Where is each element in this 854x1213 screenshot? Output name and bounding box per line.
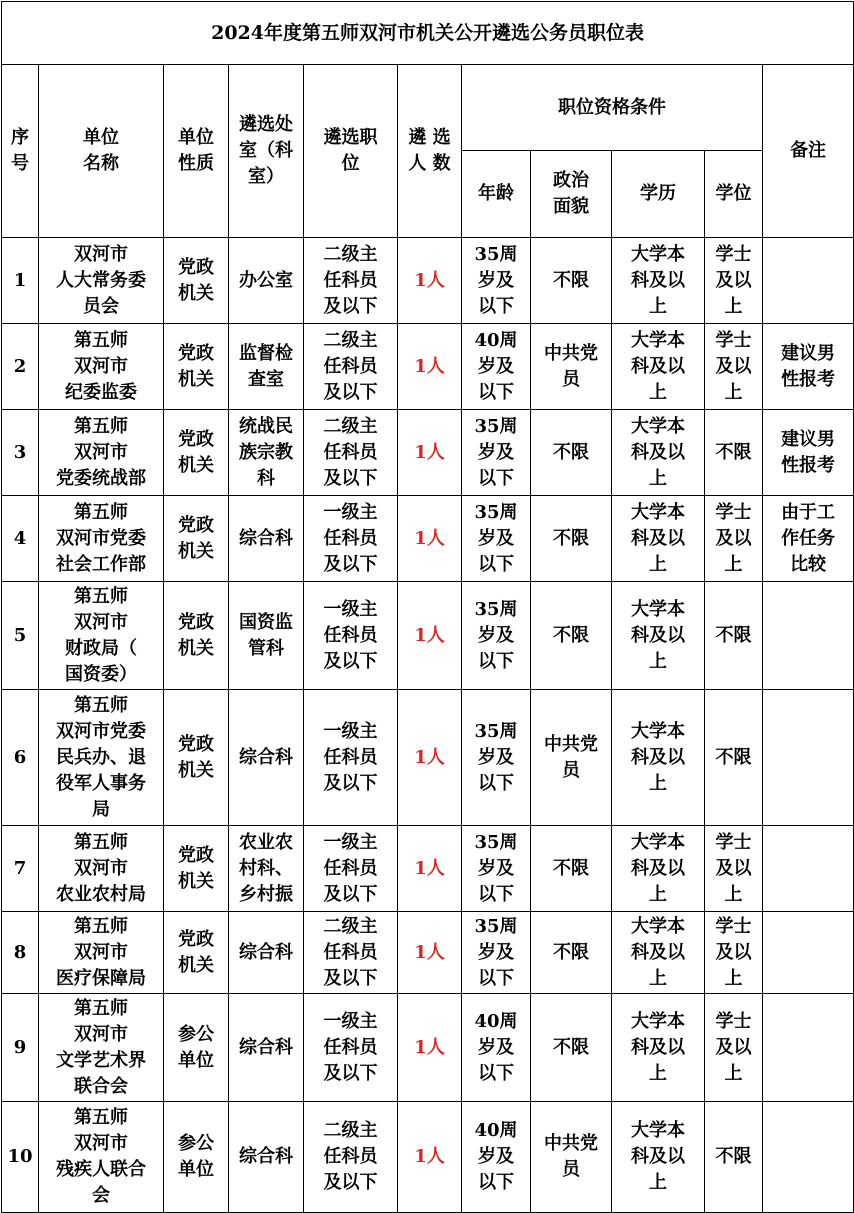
cell-dept: 综合科 xyxy=(229,994,304,1102)
cell-education: 大学本 科及以 上 xyxy=(612,912,705,994)
header-qualifications: 职位资格条件 xyxy=(462,65,763,151)
cell-unit-name: 第五师 双河市党委 社会工作部 xyxy=(39,496,164,582)
cell-count: 1人 xyxy=(398,410,462,496)
header-count: 遴 选 人 数 xyxy=(398,65,462,238)
cell-political: 不限 xyxy=(531,912,612,994)
cell-count: 1人 xyxy=(398,496,462,582)
header-degree: 学位 xyxy=(705,151,763,238)
cell-unit-nature: 党政 机关 xyxy=(164,690,229,826)
cell-education: 大学本 科及以 上 xyxy=(612,994,705,1102)
header-education: 学历 xyxy=(612,151,705,238)
cell-degree: 学士 及以 上 xyxy=(705,496,763,582)
table-row xyxy=(2,826,854,912)
cell-seq: 2 xyxy=(2,324,39,410)
cell-political: 不限 xyxy=(531,994,612,1102)
cell-position: 一级主 任科员 及以下 xyxy=(304,496,398,582)
cell-unit-nature: 参公 单位 xyxy=(164,1102,229,1213)
cell-unit-nature: 党政 机关 xyxy=(164,912,229,994)
cell-position: 二级主 任科员 及以下 xyxy=(304,1102,398,1213)
table-row xyxy=(2,994,854,1102)
table-row xyxy=(2,1102,854,1213)
cell-position: 一级主 任科员 及以下 xyxy=(304,994,398,1102)
cell-remarks xyxy=(763,582,854,690)
cell-position: 一级主 任科员 及以下 xyxy=(304,582,398,690)
cell-degree: 不限 xyxy=(705,582,763,690)
cell-education: 大学本 科及以 上 xyxy=(612,324,705,410)
cell-unit-name: 第五师 双河市 纪委监委 xyxy=(39,324,164,410)
cell-degree: 学士 及以 上 xyxy=(705,912,763,994)
cell-degree: 学士 及以 上 xyxy=(705,994,763,1102)
table-row xyxy=(2,324,854,410)
cell-count: 1人 xyxy=(398,690,462,826)
cell-position: 二级主 任科员 及以下 xyxy=(304,912,398,994)
cell-education: 大学本 科及以 上 xyxy=(612,410,705,496)
cell-age: 35周 岁及 以下 xyxy=(462,912,531,994)
cell-age: 40周 岁及 以下 xyxy=(462,324,531,410)
cell-dept: 综合科 xyxy=(229,1102,304,1213)
cell-degree: 学士 及以 上 xyxy=(705,324,763,410)
cell-unit-nature: 党政 机关 xyxy=(164,496,229,582)
cell-remarks: 建议男 性报考 xyxy=(763,410,854,496)
cell-unit-nature: 党政 机关 xyxy=(164,324,229,410)
cell-political: 中共党 员 xyxy=(531,324,612,410)
cell-dept: 综合科 xyxy=(229,690,304,826)
cell-position: 一级主 任科员 及以下 xyxy=(304,690,398,826)
cell-age: 40周 岁及 以下 xyxy=(462,994,531,1102)
cell-education: 大学本 科及以 上 xyxy=(612,1102,705,1213)
cell-education: 大学本 科及以 上 xyxy=(612,238,705,324)
cell-count: 1人 xyxy=(398,238,462,324)
cell-unit-name: 第五师 双河市 医疗保障局 xyxy=(39,912,164,994)
header-political: 政治 面貌 xyxy=(531,151,612,238)
cell-seq: 4 xyxy=(2,496,39,582)
cell-dept: 国资监 管科 xyxy=(229,582,304,690)
cell-position: 一级主 任科员 及以下 xyxy=(304,826,398,912)
cell-unit-name: 第五师 双河市 农业农村局 xyxy=(39,826,164,912)
cell-remarks xyxy=(763,1102,854,1213)
cell-age: 40周 岁及 以下 xyxy=(462,1102,531,1213)
cell-age: 35周 岁及 以下 xyxy=(462,496,531,582)
table-row xyxy=(2,912,854,994)
cell-political: 中共党 员 xyxy=(531,690,612,826)
cell-political: 中共党 员 xyxy=(531,1102,612,1213)
cell-remarks: 由于工 作任务 比较 xyxy=(763,496,854,582)
cell-remarks xyxy=(763,690,854,826)
cell-remarks: 建议男 性报考 xyxy=(763,324,854,410)
cell-remarks xyxy=(763,826,854,912)
cell-degree: 不限 xyxy=(705,1102,763,1213)
table-row xyxy=(2,690,854,826)
cell-seq: 5 xyxy=(2,582,39,690)
header-position: 遴选职 位 xyxy=(304,65,398,238)
cell-seq: 9 xyxy=(2,994,39,1102)
table-title: 2024年度第五师双河市机关公开遴选公务员职位表 xyxy=(2,2,854,65)
cell-education: 大学本 科及以 上 xyxy=(612,582,705,690)
cell-dept: 监督检 查室 xyxy=(229,324,304,410)
cell-remarks xyxy=(763,912,854,994)
cell-unit-nature: 党政 机关 xyxy=(164,238,229,324)
cell-seq: 1 xyxy=(2,238,39,324)
cell-unit-nature: 党政 机关 xyxy=(164,410,229,496)
cell-education: 大学本 科及以 上 xyxy=(612,826,705,912)
cell-count: 1人 xyxy=(398,1102,462,1213)
cell-age: 35周 岁及 以下 xyxy=(462,238,531,324)
header-unit-name: 单位 名称 xyxy=(39,65,164,238)
cell-age: 35周 岁及 以下 xyxy=(462,410,531,496)
cell-count: 1人 xyxy=(398,994,462,1102)
header-dept: 遴选处 室（科 室） xyxy=(229,65,304,238)
cell-unit-name: 第五师 双河市 财政局（ 国资委） xyxy=(39,582,164,690)
cell-seq: 3 xyxy=(2,410,39,496)
cell-seq: 8 xyxy=(2,912,39,994)
cell-dept: 综合科 xyxy=(229,912,304,994)
cell-political: 不限 xyxy=(531,238,612,324)
cell-position: 二级主 任科员 及以下 xyxy=(304,324,398,410)
table-row xyxy=(2,496,854,582)
header-seq: 序 号 xyxy=(2,65,39,238)
cell-position: 二级主 任科员 及以下 xyxy=(304,410,398,496)
cell-unit-name: 第五师 双河市党委 民兵办、退 役军人事务 局 xyxy=(39,690,164,826)
cell-dept: 综合科 xyxy=(229,496,304,582)
cell-count: 1人 xyxy=(398,582,462,690)
cell-degree: 学士 及以 上 xyxy=(705,238,763,324)
cell-political: 不限 xyxy=(531,582,612,690)
cell-political: 不限 xyxy=(531,496,612,582)
cell-education: 大学本 科及以 上 xyxy=(612,496,705,582)
cell-remarks xyxy=(763,238,854,324)
cell-seq: 7 xyxy=(2,826,39,912)
header-age: 年龄 xyxy=(462,151,531,238)
cell-dept: 统战民 族宗教 科 xyxy=(229,410,304,496)
header-remarks: 备注 xyxy=(763,65,854,238)
cell-unit-name: 第五师 双河市 文学艺术界 联合会 xyxy=(39,994,164,1102)
cell-count: 1人 xyxy=(398,912,462,994)
cell-seq: 6 xyxy=(2,690,39,826)
header-unit-nature: 单位 性质 xyxy=(164,65,229,238)
cell-age: 35周 岁及 以下 xyxy=(462,690,531,826)
cell-political: 不限 xyxy=(531,826,612,912)
table-row xyxy=(2,238,854,324)
cell-count: 1人 xyxy=(398,324,462,410)
table-row xyxy=(2,410,854,496)
cell-age: 35周 岁及 以下 xyxy=(462,582,531,690)
table-row xyxy=(2,582,854,690)
cell-unit-name: 双河市 人大常务委 员会 xyxy=(39,238,164,324)
cell-political: 不限 xyxy=(531,410,612,496)
cell-age: 35周 岁及 以下 xyxy=(462,826,531,912)
cell-remarks xyxy=(763,994,854,1102)
cell-count: 1人 xyxy=(398,826,462,912)
cell-position: 二级主 任科员 及以下 xyxy=(304,238,398,324)
cell-unit-nature: 党政 机关 xyxy=(164,826,229,912)
cell-dept: 办公室 xyxy=(229,238,304,324)
cell-education: 大学本 科及以 上 xyxy=(612,690,705,826)
cell-seq: 10 xyxy=(2,1102,39,1213)
cell-degree: 学士 及以 上 xyxy=(705,826,763,912)
cell-unit-nature: 参公 单位 xyxy=(164,994,229,1102)
cell-unit-name: 第五师 双河市 残疾人联合 会 xyxy=(39,1102,164,1213)
position-table xyxy=(1,1,854,1213)
cell-degree: 不限 xyxy=(705,410,763,496)
cell-unit-nature: 党政 机关 xyxy=(164,582,229,690)
cell-unit-name: 第五师 双河市 党委统战部 xyxy=(39,410,164,496)
cell-degree: 不限 xyxy=(705,690,763,826)
cell-dept: 农业农 村科、 乡村振 xyxy=(229,826,304,912)
